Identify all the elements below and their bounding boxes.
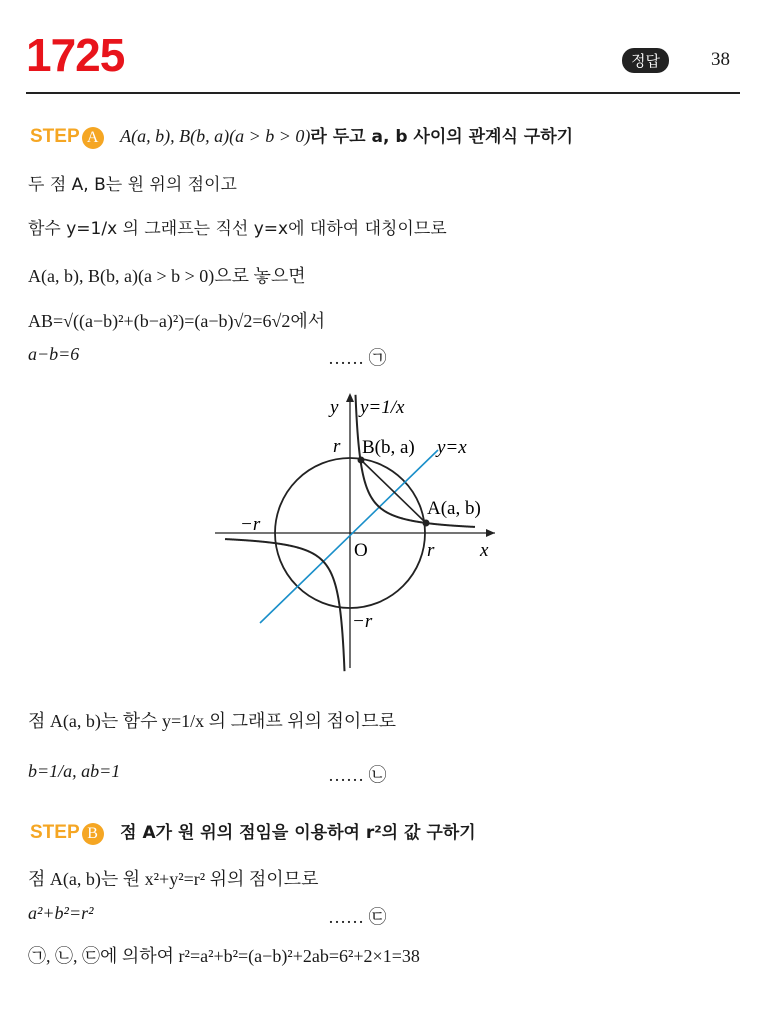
equation-tag: …… ㉢ [328, 907, 387, 927]
step-b-heading [30, 818, 476, 845]
curve-label: y=1/x [360, 397, 405, 418]
r-bottom-label: −r [352, 611, 373, 632]
x-axis-arrow-icon [486, 529, 495, 537]
y-label: y [330, 397, 339, 418]
text-line: 점 A(a, b)는 함수 y=1/x 의 그래프 위의 점이므로 [28, 711, 397, 731]
answer-badge: 정답 [622, 48, 669, 73]
step-label: STEP [30, 126, 80, 147]
x-label: x [480, 540, 489, 561]
text-line: A(a, b), B(b, a)(a > b > 0)으로 놓으면 [28, 266, 306, 286]
text-line: 점 A(a, b)는 원 x²+y²=r² 위의 점이므로 [28, 869, 319, 889]
line-y-equals-x [260, 450, 438, 623]
text-line: 두 점 A, B는 원 위의 점이고 [28, 175, 237, 195]
equation-line: AB=√((a−b)²+(b−a)²)=(a−b)√2=6√2에서 [28, 311, 326, 331]
equation-tag: …… ㉠ [328, 348, 387, 368]
equation-tag: …… ㉡ [328, 765, 387, 785]
line-label: y=x [437, 437, 467, 458]
segment-ab [361, 460, 426, 523]
r-right-label: r [427, 540, 435, 561]
r-top-label: r [333, 436, 341, 457]
step-letter: B [82, 823, 104, 845]
equation-line: a−b=6 [28, 344, 80, 364]
point-b-label: B(b, a) [362, 437, 415, 458]
equation-line: b=1/a, ab=1 [28, 761, 121, 781]
equation-line: ㉠, ㉡, ㉢에 의하여 r²=a²+b²=(a−b)²+2ab=6²+2×1=38 [28, 946, 420, 966]
step-label: STEP [30, 822, 80, 843]
point-a-label: A(a, b) [427, 498, 481, 519]
step-a-math: A(a, b), B(b, a)(a > b > 0) [120, 126, 311, 146]
origin-label: O [354, 540, 368, 561]
y-axis-arrow-icon [346, 393, 354, 402]
step-b-title: 점 A가 원 위의 점임을 이용하여 r²의 값 구하기 [120, 823, 476, 843]
step-letter: A [82, 127, 104, 149]
equation-line: a²+b²=r² [28, 903, 94, 923]
answer-value: 38 [711, 49, 730, 70]
text-line: 함수 y=1/x 의 그래프는 직선 y=x에 대하여 대칭이므로 [28, 219, 447, 239]
point-a [423, 520, 430, 527]
r-left-label: −r [240, 514, 261, 535]
problem-number: 1725 [26, 29, 125, 81]
step-a-title: 라 두고 a, b 사이의 관계식 구하기 [310, 127, 574, 147]
